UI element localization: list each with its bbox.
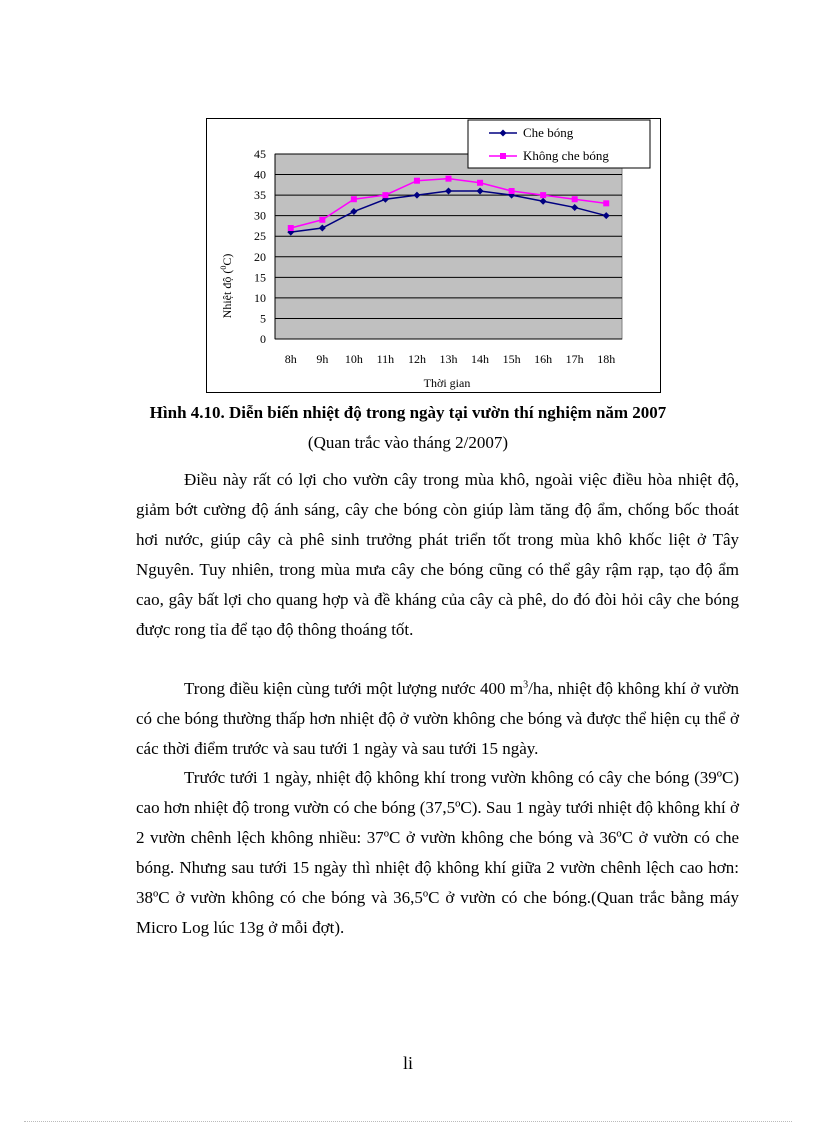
data-point-khong-che-bong (351, 196, 357, 202)
paragraph-1-text: Điều này rất có lợi cho vườn cây trong mùa khô, ngoài việc điều hòa nhiệt độ, giảm bớt cường độ ánh sáng, cây che bóng còn giúp làm tăng độ ẩm, chống bốc thoát hơi nước, giúp cây cà phê sinh trưởng phát triển tốt trong mùa khô khốc liệt ở Tây Nguyên. Tuy nhiên, trong mùa mưa cây che bóng cũng có thể gây rậm rạp, tạo độ ẩm cao, gây bất lợi cho quang hợp và đề kháng của cây cà phê, do đó đòi hỏi cây che bóng được rong tỉa để tạo độ thông thoáng tốt. (136, 470, 739, 639)
plot-background (275, 154, 622, 339)
line-chart (206, 118, 661, 393)
x-tick-label: 8h (284, 352, 297, 366)
legend-marker-khong-che-bong (500, 153, 506, 159)
x-tick-label: 10h (344, 352, 363, 366)
x-axis-title: Thời gian (423, 376, 471, 390)
figure-caption-subtitle: (Quan trắc vào tháng 2/2007) (307, 433, 509, 452)
x-tick-label: 9h (316, 352, 329, 366)
data-point-khong-che-bong (477, 180, 483, 186)
paragraph-2 (136, 674, 739, 764)
chart-canvas (207, 119, 662, 394)
paragraph-1 (136, 465, 739, 645)
y-tick-label: 15 (254, 270, 266, 285)
data-point-khong-che-bong (540, 192, 546, 198)
plot-area (254, 147, 622, 366)
x-tick-label: 15h (502, 352, 521, 366)
y-tick-label: 20 (254, 249, 266, 264)
paragraph-2-text-a: Trong điều kiện cùng tưới một lượng nước 400 m (184, 679, 524, 698)
paragraph-2-superscript: 3 (523, 679, 529, 691)
y-tick-label: 10 (254, 290, 266, 305)
x-tick-label: 18h (597, 352, 616, 366)
y-tick-label: 40 (254, 167, 266, 182)
data-point-khong-che-bong (509, 188, 515, 194)
figure-caption-title: Hình 4.10. Diễn biến nhiệt độ trong ngày tại vườn thí nghiệm năm 2007 (149, 403, 667, 422)
data-point-khong-che-bong (603, 200, 609, 206)
y-tick-label: 25 (254, 229, 266, 244)
data-point-khong-che-bong (382, 192, 388, 198)
page-number: li (402, 1053, 413, 1073)
svg-text:Nhiệt độ (0C): Nhiệt độ ($^0$C) (219, 253, 234, 319)
paragraph-2-text-b: /ha, nhiệt độ không khí ở vườn có che bóng thường thấp hơn nhiệt độ ở vườn không che bóng và được thể hiện cụ thể ở các thời điểm trước và sau tưới 1 ngày và sau tưới 15 ngày. (136, 679, 739, 758)
y-tick-label: 30 (254, 208, 266, 223)
data-point-khong-che-bong (288, 225, 294, 231)
x-tick-label: 14h (471, 352, 490, 366)
x-tick-label: 12h (407, 352, 426, 366)
footer-divider (24, 1121, 792, 1122)
y-tick-label: 45 (254, 147, 266, 161)
y-tick-label: 0 (260, 332, 266, 346)
x-tick-label: 11h (376, 352, 395, 366)
data-point-khong-che-bong (414, 178, 420, 184)
x-tick-label: 13h (439, 352, 458, 366)
y-tick-label: 5 (260, 311, 266, 326)
data-point-khong-che-bong (446, 176, 452, 182)
y-axis-title (219, 254, 234, 319)
paragraph-3 (136, 763, 739, 943)
legend-label-khong-che-bong: Không che bóng (523, 148, 609, 163)
paragraph-3-text: Trước tưới 1 ngày, nhiệt độ không khí trong vườn không có cây che bóng (39ºC) cao hơn nhiệt độ trong vườn có che bóng (37,5ºC). Sau 1 ngày tưới nhiệt độ không khí ở 2 vườn chênh lệch không nhiều: 37ºC ở vườn không che bóng và 36ºC ở vườn có che bóng. Nhưng sau tưới 15 ngày thì nhiệt độ không khí giữa 2 vườn chênh lệch cao hơn: 38ºC ở vườn không có che bóng và 36,5ºC ở vườn có che bóng.(Quan trắc bằng máy Micro Log lúc 13g ở mỗi đợt). (136, 768, 739, 937)
y-tick-label: 35 (254, 188, 266, 203)
chart-legend (468, 120, 650, 168)
x-tick-label: 16h (534, 352, 553, 366)
x-tick-label: 17h (565, 352, 584, 366)
data-point-khong-che-bong (319, 217, 325, 223)
legend-label-che-bong: Che bóng (523, 125, 574, 140)
data-point-khong-che-bong (572, 196, 578, 202)
